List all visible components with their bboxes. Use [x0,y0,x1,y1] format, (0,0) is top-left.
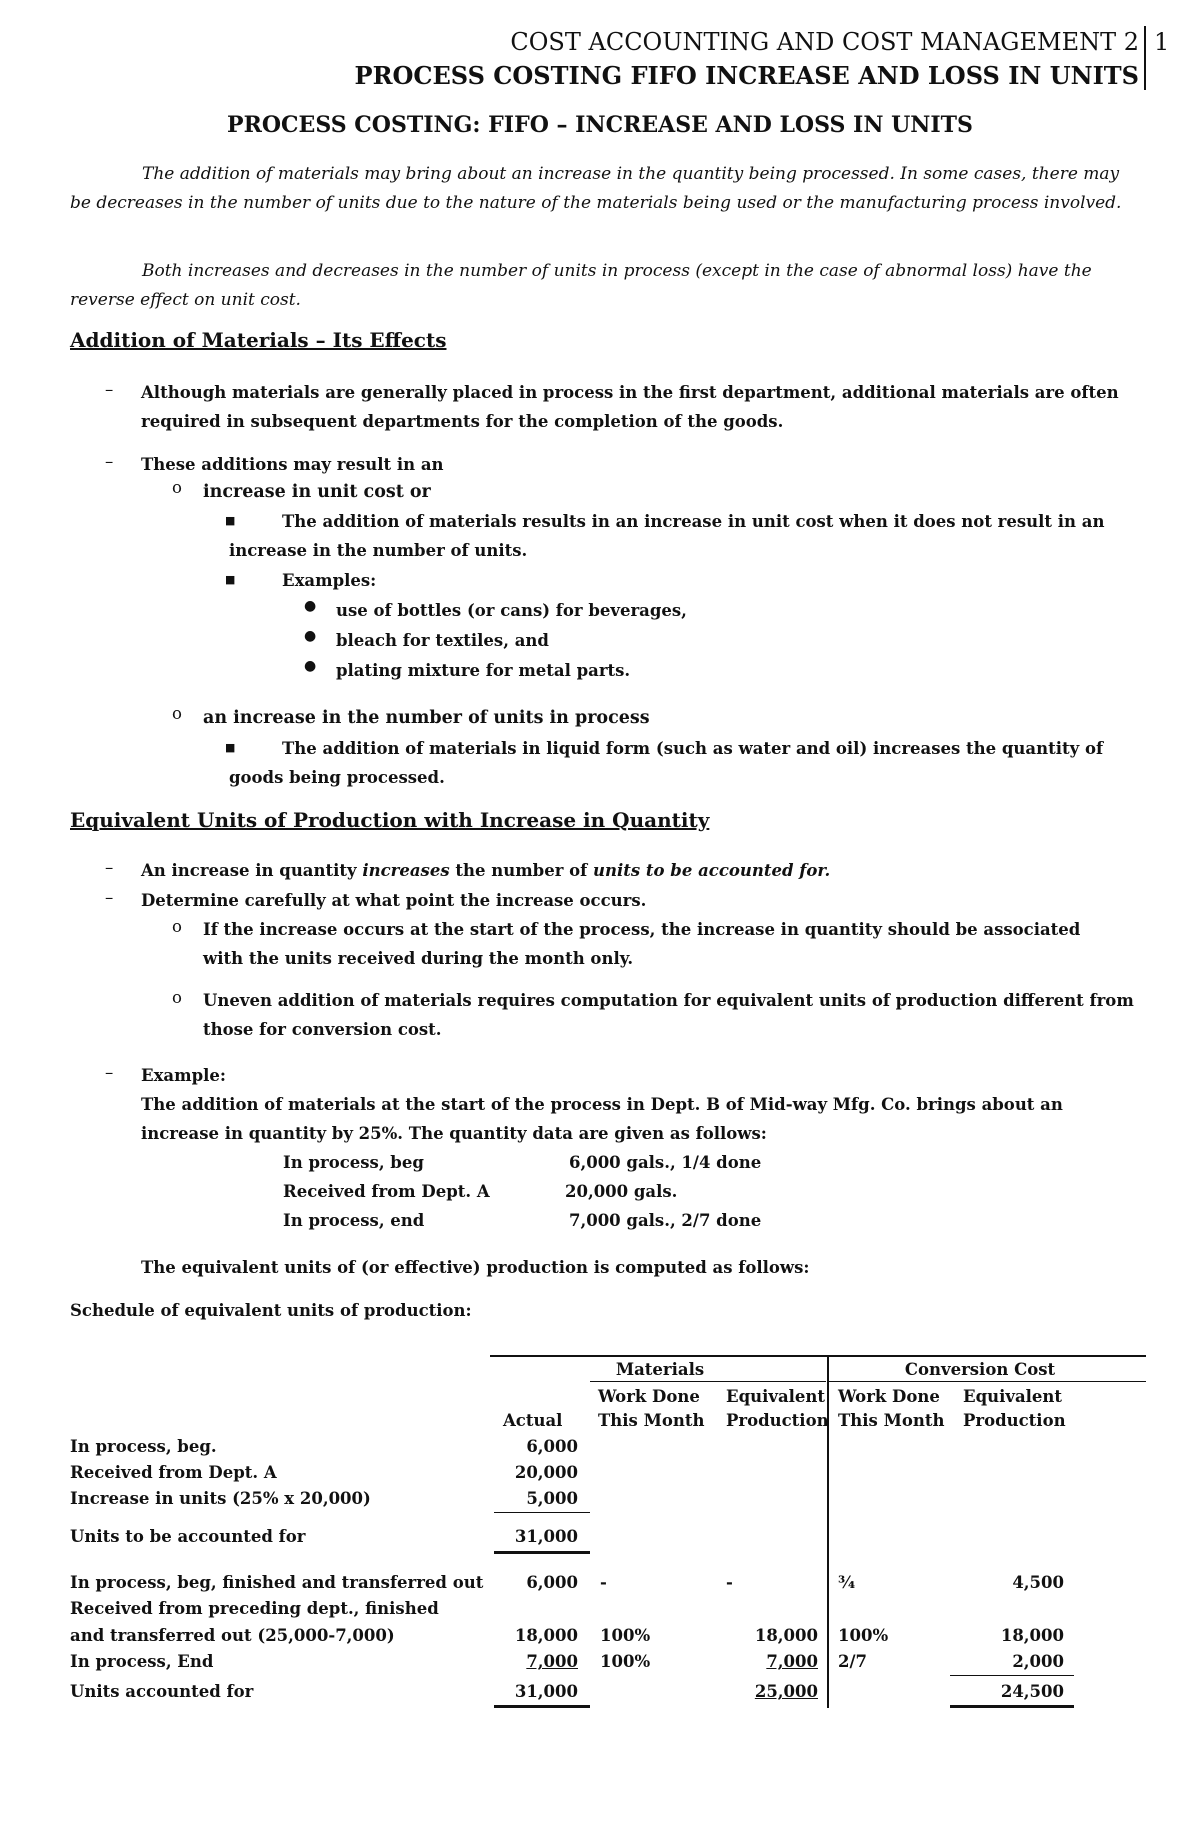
cc-equivalent-value: 24,500 [1000,1682,1064,1701]
row-label: Received from preceding dept., finished [70,1599,439,1618]
square-bullet-icon: ■ [225,514,236,527]
col-header-mat-workdone-2: This Month [598,1411,705,1430]
circle-bullet-icon: o [172,988,182,1007]
bullet-text [141,856,830,885]
col-header-mat-workdone-1: Work Done [598,1387,700,1406]
cc-workdone-value: 2/7 [838,1652,867,1671]
dash-bullet-icon: – [105,1063,114,1082]
actual-value: 31,000 [514,1682,578,1701]
example-item: plating mixture for metal parts. [336,661,631,680]
total-rule [950,1705,1074,1708]
col-header-mat-equivalent-2: Production [726,1411,829,1430]
mat-equivalent-value: 25,000 [754,1682,818,1701]
row-label: Increase in units (25% x 20,000) [70,1489,371,1508]
mat-equivalent-value: - [726,1573,733,1592]
intro-paragraph-1 [70,160,1130,218]
actual-value: 20,000 [514,1463,578,1482]
cc-workdone-value: ¾ [838,1573,856,1592]
sub-sub-bullet-text: The addition of materials in liquid form (such as water and oil) increases the quantity of goods being processed. [229,739,1104,787]
section-heading-addition: Addition of Materials – Its Effects [70,328,447,352]
actual-value: 5,000 [526,1489,578,1508]
col-header-cc-equivalent-1: Equivalent [963,1387,1063,1406]
column-divider [827,1356,829,1708]
computed-intro: The equivalent units of (or effective) production is computed as follows: [141,1258,810,1277]
quantity-label: Received from Dept. A [283,1182,490,1201]
mat-workdone-value: 100% [600,1626,651,1645]
document-title: PROCESS COSTING: FIFO – INCREASE AND LOSS IN UNITS [227,112,973,138]
group-header-materials: Materials [615,1360,705,1379]
cc-equivalent-value: 18,000 [1000,1626,1064,1645]
conversion-group-rule [829,1381,1146,1382]
sub-bullet-text: increase in unit cost or [203,482,431,502]
row-label: Units to be accounted for [70,1527,306,1546]
square-bullet-icon: ■ [225,573,236,586]
col-header-mat-equivalent-1: Equivalent [726,1387,826,1406]
intro-p1-text: The addition of materials may bring about an increase in the quantity being processed. In some cases, there may be decreases in the number of units due to the nature of the materials being used or the manufacturing process involved. [70,164,1122,213]
total-rule [494,1551,590,1554]
example-item: use of bottles (or cans) for beverages, [336,601,687,620]
bullet-text: Example: [141,1066,226,1085]
circle-bullet-icon: o [172,917,182,936]
dash-bullet-icon: – [105,380,114,399]
sub-sub-bullet-text: Examples: [282,571,377,590]
schedule-title: Schedule of equivalent units of production: [70,1301,472,1320]
square-bullet-icon: ■ [225,741,236,754]
sub-bullet-text: Uneven addition of materials requires computation for equivalent units of production different from those for conversion cost. [203,991,1134,1039]
cc-workdone-value: 100% [838,1626,889,1645]
row-label: Units accounted for [70,1682,254,1701]
example-item: bleach for textiles, and [336,631,549,650]
text-run: An increase in quantity [141,861,363,880]
text-run-italic: increases [362,861,450,880]
dash-bullet-icon: – [105,888,114,907]
section-heading-equivalent-units: Equivalent Units of Production with Increase in Quantity [70,808,710,832]
row-label: and transferred out (25,000-7,000) [70,1626,395,1645]
actual-value: 7,000 [526,1652,578,1671]
total-rule [494,1705,590,1708]
subtotal-rule [950,1675,1074,1676]
bullet-text: These additions may result in an [141,455,444,474]
sub-bullet-text: If the increase occurs at the start of the process, the increase in quantity should be associated with the units received during the month only. [203,920,1081,968]
intro-p2-text: Both increases and decreases in the number of units in process (except in the case of abnormal loss) have the reverse effect on unit cost. [70,261,1092,310]
actual-value: 18,000 [514,1626,578,1645]
actual-value: 6,000 [526,1573,578,1592]
mat-equivalent-value: 18,000 [754,1626,818,1645]
dash-bullet-icon: – [105,858,114,877]
row-label: In process, beg, finished and transferred out [70,1573,484,1592]
row-label: In process, beg. [70,1437,217,1456]
quantity-label: In process, beg [283,1153,424,1172]
cc-equivalent-value: 2,000 [1012,1652,1064,1671]
text-run-italic: units to be accounted for. [593,861,831,880]
intro-paragraph-2 [70,257,1130,315]
actual-value: 31,000 [514,1527,578,1546]
page-number: 1 [1154,28,1170,56]
mat-equivalent-value: 7,000 [766,1652,818,1671]
round-bullet-icon: ● [304,658,317,674]
header-topic-title: PROCESS COSTING FIFO INCREASE AND LOSS IN UNITS [354,61,1139,90]
mat-workdone-value: - [600,1573,607,1592]
text-run: the number of [449,861,594,880]
circle-bullet-icon: o [172,478,182,497]
sub-sub-bullet-text: The addition of materials results in an increase in unit cost when it does not result in an increase in the number of units. [229,512,1105,560]
bullet-text: Although materials are generally placed in process in the first department, additional materials are often required in subsequent departments for the completion of the goods. [141,383,1119,431]
mat-workdone-value: 100% [600,1652,651,1671]
sub-bullet-text: an increase in the number of units in process [203,708,650,728]
actual-value: 6,000 [526,1437,578,1456]
col-header-actual: Actual [503,1411,563,1430]
subtotal-rule [494,1512,590,1513]
row-label: In process, End [70,1652,214,1671]
round-bullet-icon: ● [304,628,317,644]
quantity-value: 20,000 gals. [565,1182,678,1201]
group-header-conversion: Conversion Cost [904,1360,1056,1379]
header-course-title: COST ACCOUNTING AND COST MANAGEMENT 2 [510,28,1139,56]
col-header-cc-workdone-2: This Month [838,1411,945,1430]
circle-bullet-icon: o [172,704,182,723]
col-header-cc-workdone-1: Work Done [838,1387,940,1406]
round-bullet-icon: ● [304,598,317,614]
header-divider [1144,26,1146,90]
row-label: Received from Dept. A [70,1463,277,1482]
quantity-value: 6,000 gals., 1/4 done [569,1153,762,1172]
cc-equivalent-value: 4,500 [1012,1573,1064,1592]
dash-bullet-icon: – [105,452,114,471]
bullet-text: Determine carefully at what point the increase occurs. [141,891,647,910]
col-header-cc-equivalent-2: Production [963,1411,1066,1430]
quantity-label: In process, end [283,1211,425,1230]
running-header [355,26,1139,92]
example-paragraph: The addition of materials at the start of the process in Dept. B of Mid-way Mfg. Co. brings about an increase in quantity by 25%. The quantity data are given as follows: [141,1095,1063,1143]
materials-group-rule [590,1381,826,1382]
quantity-value: 7,000 gals., 2/7 done [569,1211,762,1230]
table-top-rule [490,1355,1146,1357]
